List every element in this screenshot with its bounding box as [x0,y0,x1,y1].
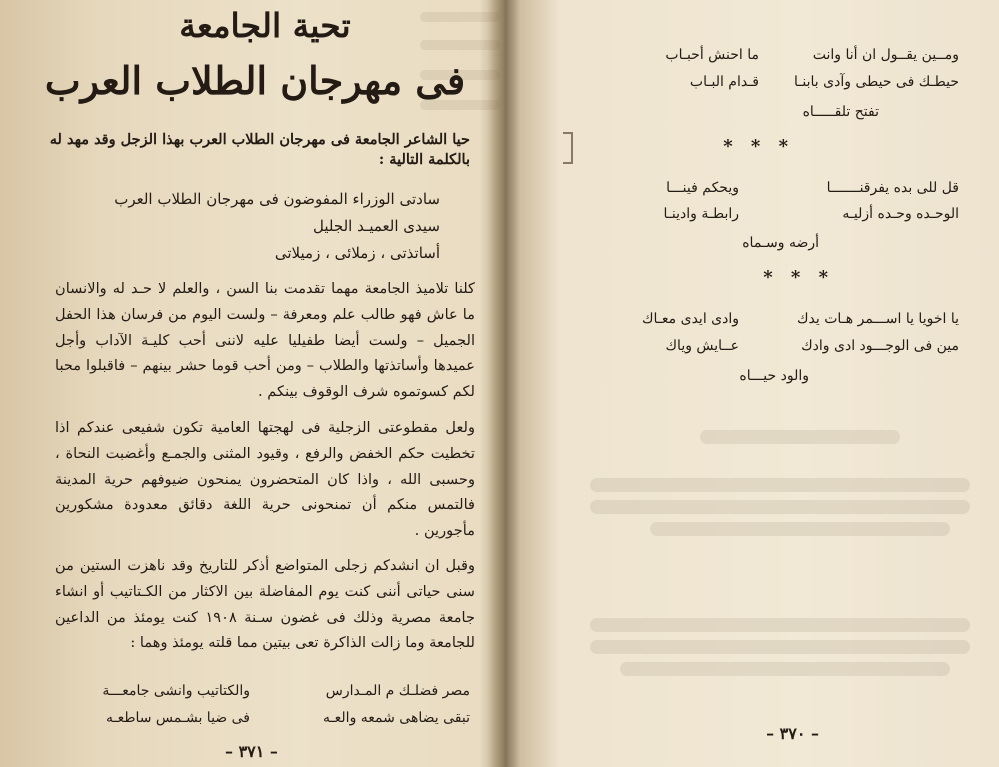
paragraph-3: وقبل ان انشدكم زجلى المتواضع أذكر للتاريخ وقد ناهزت الستين من سنى حياتى أننى كنت يوم المفاضلة بين الاكثار من الكـتاتيب أو انشاء جامعة مصرية وذلك فى غضون سـنة ١٩٠٨ كنت يومئذ من الداعين للجامعة وما زالت الذاكرة تعى بيتين مما قلته يومئذ وهما : [55,557,475,652]
verse-line: رابطـة وادينـا [663,206,739,222]
verse-line: قـدام البـاب [689,74,759,90]
verse-line: ومــين يقــول ان أنا وانت [812,47,959,63]
intro-text: حيا الشاعر الجامعة فى مهرجان الطلاب العرب بهذا الزجل وقد مهد له بالكلمة التالية : [49,131,470,168]
paragraph-1: كلنا تلاميذ الجامعة مهما تقدمت بنا السن ، والعلم لا حـد له والانسان ما عاش فهو طالب علم ومعرفة – ولست اليوم من فرسان هذا الحفل الجميل – ولست أيضا طفيليا عليه لاننى أحب كليـة الآداب وأجل عميدها وأساتذتها والطلاب – ومن أحب قوما حشر بينهم – فاقبلوا محبا لكم كسوتموه شرف الوقوف بينكم . [55,280,475,401]
greeting-line: سادتى الوزراء المفوضون فى مهرجان الطلاب العرب [114,190,440,208]
verse-line: قل للى بده يفرقنـــــــا [826,180,959,196]
page-number: – ٣٧١ – [225,742,278,761]
paragraph-2: ولعل مقطوعتى الزجلية فى لهجتها العامية تكون شفيعى عندكم اذا تخطيت حكم الخفض والرفع ، وقيود المثنى والجمـع وأغضبت النحاة ، وحسبى الله ، واذا كان المتحضرون يمنحون ضيوفهم حرية المدينة فالتمس منكم أن تمنحونى حرية اللغة دقائق معدودة مشكورين مأجورين . [55,419,475,540]
verse-line: يا اخويا يا اســـمر هـات يدك [797,311,959,327]
refrain: أرضه وسـماه [742,235,819,251]
section-stars: * * * [763,267,834,288]
verse-line: ما احنش أحبـاب [665,47,759,63]
verse-2-b: فى ضيا بشـمس ساطعـه [105,710,250,726]
section-stars: * * * [723,136,794,157]
page-number: – ٣٧٠ – [766,724,819,743]
verse-line: حيطـك فى حيطى وآدى بابنـا [794,74,959,90]
verse-1-b: والكتاتيب وانشى جامعـــة [102,683,250,699]
verse-1-a: مصر فضلـك م المـدارس [325,683,470,699]
greeting-line: سيدى العميـد الجليل [313,217,440,235]
greeting-line: أساتذتى ، زملائى ، زميلاتى [274,244,440,262]
verse-line: عــايش وياك [665,338,739,354]
refrain: والود حيـــاه [739,368,809,384]
title-line-2: فى مهرجان الطلاب العرب [44,58,466,103]
verse-line: ويحكم فينـــا [666,180,739,196]
verse-2-a: تبقى يضاهى شمعه والعـه [323,710,470,726]
verse-line: مين فى الوجـــود ادى وادك [801,338,959,354]
refrain: تفتح تلقـــــاه [802,104,879,120]
right-page [510,0,999,767]
verse-line: الوحـده وحـده أزليـه [842,206,959,222]
verse-line: وادى ايدى معـاك [642,311,739,327]
title-line-1: تحية الجامعة [179,6,351,45]
